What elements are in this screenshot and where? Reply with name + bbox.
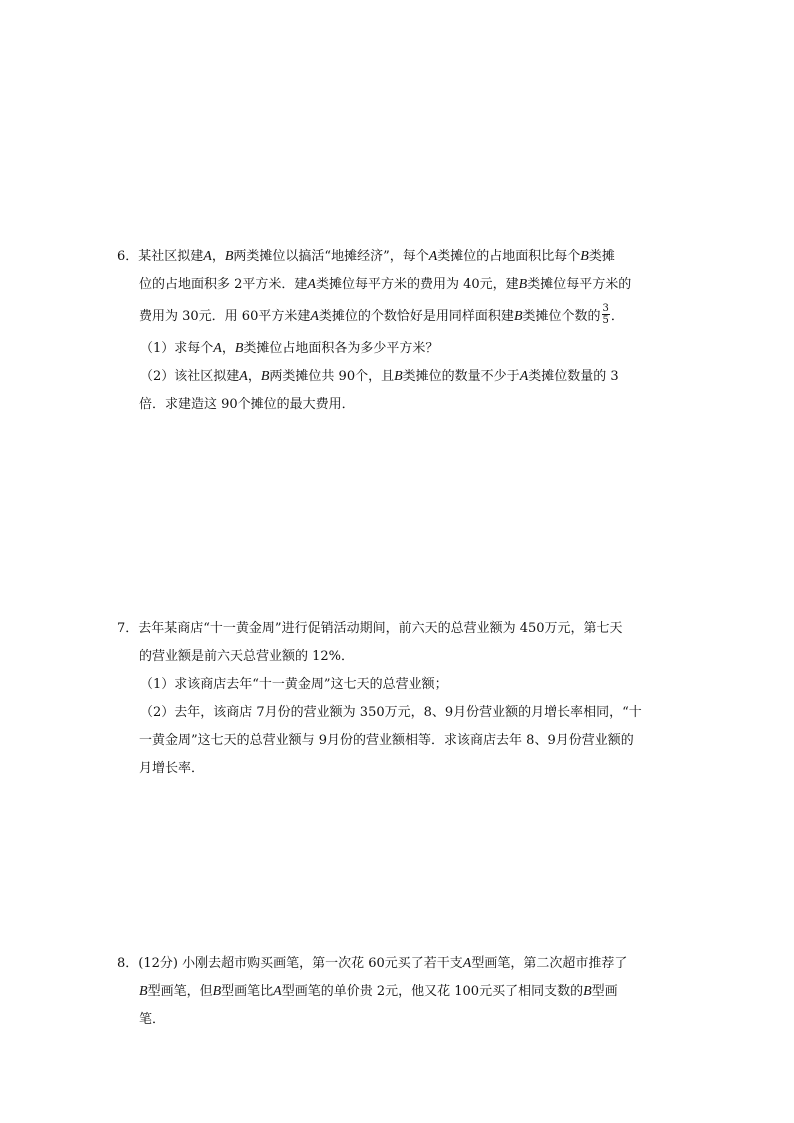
problem-7-sub-1: （1）求该商店去年“十一黄金周”这七天的总营业额；: [140, 677, 448, 692]
fraction-numerator: 3: [602, 303, 609, 314]
problem-8: [117, 950, 677, 1034]
problem-6-line-3-end: ．: [610, 309, 624, 324]
problem-7-sub-2-a: （2）去年，该商店 7月份的营业额为 350万元，8、9月份营业额的月增长率相同，“十: [140, 705, 642, 720]
problem-8-line-3: 笔．: [139, 1012, 166, 1027]
problem-6-line-2: 位的占地面积多 2平方米．建A类摊位每平方米的费用为 40元，建B类摊位每平方米的: [139, 277, 632, 292]
fraction-denominator: 5: [602, 315, 609, 326]
problem-7-sub-2-b: 一黄金周”这七天的总营业额与 9月份的营业额相等．求该商店去年 8、9月份营业额的: [139, 733, 634, 748]
problem-6-line-1: 6．某社区拟建A，B两类摊位以搞活“地摊经济”，每个A类摊位的占地面积比每个B类摊: [117, 249, 615, 264]
problem-6-sub-2-b: 倍．求建造这 90个摊位的最大费用．: [139, 397, 355, 412]
problem-8-line-1: 8．(12分) 小刚去超市购买画笔，第一次花 60元买了若干支A型画笔，第二次超市推荐了: [117, 956, 628, 971]
problem-6-line-3-text: 费用为 30元．用 60平方米建A类摊位的个数恰好是用同样面积建B类摊位个数的: [139, 309, 601, 324]
problem-8-line-2: B型画笔，但B型画笔比A型画笔的单价贵 2元，他又花 100元买了相同支数的B型画: [139, 984, 618, 999]
problem-6: [117, 243, 677, 419]
problem-7-sub-2-c: 月增长率．: [139, 761, 205, 776]
problem-6-sub-1: （1）求每个A，B类摊位占地面积各为多少平方米？: [140, 341, 439, 356]
problem-6-sub-2-a: （2）该社区拟建A，B两类摊位共 90个，且B类摊位的数量不少于A类摊位数量的 3: [140, 369, 619, 384]
problem-6-line-3: [117, 299, 677, 335]
fraction-three-fifths: [602, 303, 610, 326]
problem-7-line-1: 7．去年某商店“十一黄金周”进行促销活动期间，前六天的总营业额为 450万元，第七天: [117, 621, 623, 636]
problem-7: [117, 615, 677, 783]
problem-7-line-2: 的营业额是前六天总营业额的 12%．: [139, 649, 355, 664]
